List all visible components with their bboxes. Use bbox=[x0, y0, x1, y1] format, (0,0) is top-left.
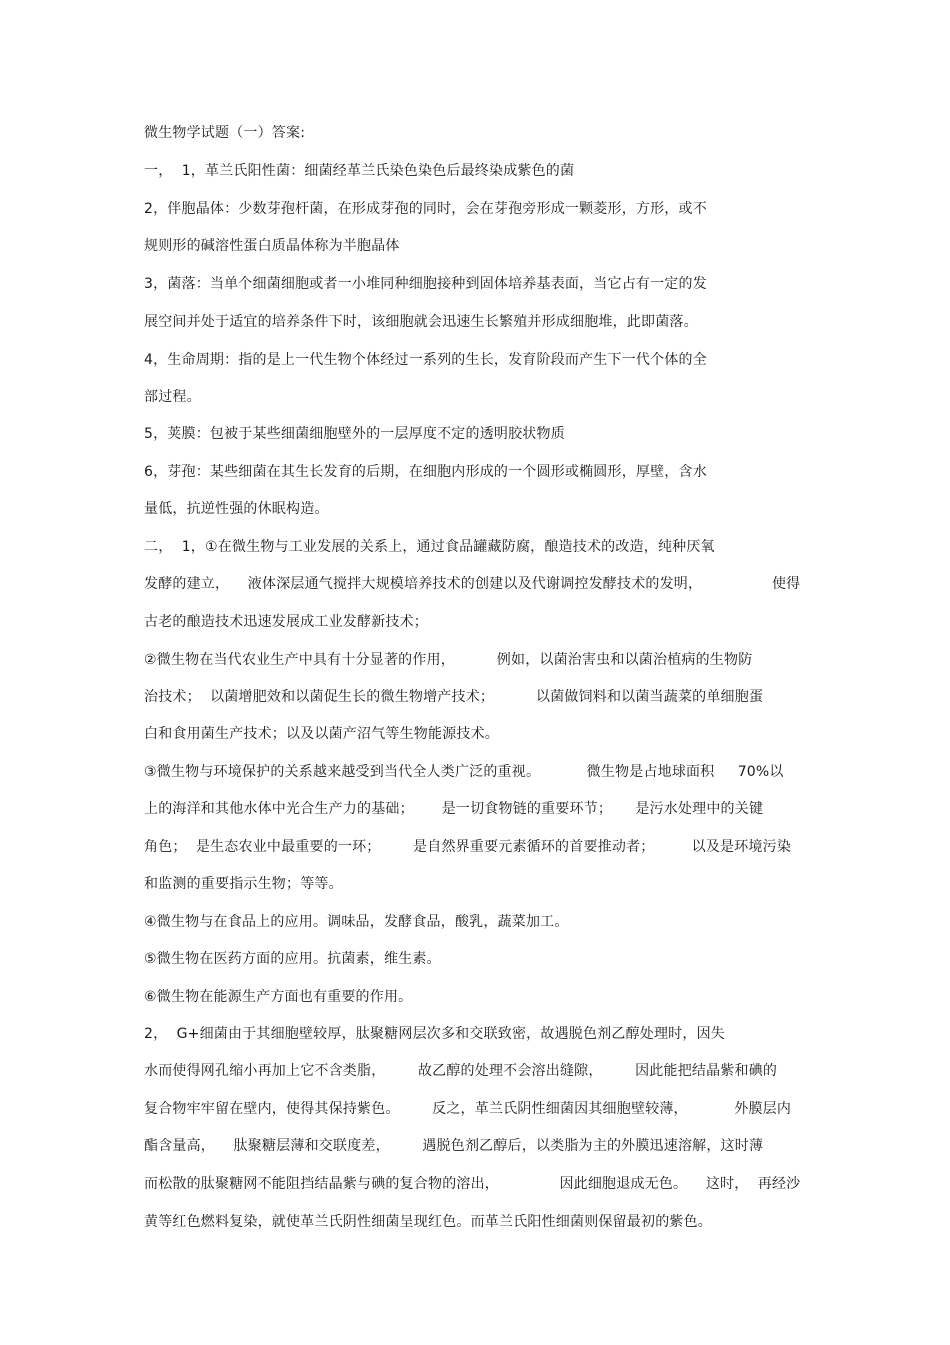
text-line: 黄等红色燃料复染，就使革兰氏阴性细菌呈现红色。而革兰氏阳性细菌则保留最初的紫色。 bbox=[144, 1214, 712, 1230]
text-line: ④微生物与在食品上的应用。调味品，发酵食品，酸乳，蔬菜加工。 bbox=[144, 914, 569, 930]
text-line: 上的海洋和其他水体中光合生产力的基础； 是一切食物链的重要环节； 是污水处理中的关键 bbox=[144, 801, 764, 817]
text-line: 发酵的建立， 液体深层通气搅拌大规模培养技术的创建以及代谢调控发酵技术的发明， 使得 bbox=[144, 576, 801, 592]
text-line: 白和食用菌生产技术；以及以菌产沼气等生物能源技术。 bbox=[144, 726, 499, 742]
text-line: 治技术； 以菌增肥效和以菌促生长的微生物增产技术； 以菌做饲料和以菌当蔬菜的单细胞蛋 bbox=[144, 689, 764, 705]
text-line: 5，荚膜：包被于某些细菌细胞壁外的一层厚度不定的透明胶状物质 bbox=[144, 426, 565, 442]
text-line: ⑤微生物在医药方面的应用。抗菌素，维生素。 bbox=[144, 951, 441, 967]
text-line: ②微生物在当代农业生产中具有十分显著的作用， 例如，以菌治害虫和以菌治植病的生物防 bbox=[144, 652, 753, 668]
text-line: ⑥微生物在能源生产方面也有重要的作用。 bbox=[144, 989, 413, 1005]
text-line: 展空间并处于适宜的培养条件下时，该细胞就会迅速生长繁殖并形成细胞堆，此即菌落。 bbox=[144, 314, 698, 330]
text-line: 2，伴胞晶体：少数芽孢杆菌，在形成芽孢的同时，会在芽孢旁形成一颗菱形，方形，或不 bbox=[144, 201, 707, 217]
text-line: 3，菌落：当单个细菌细胞或者一小堆同种细胞接种到固体培养基表面，当它占有一定的发 bbox=[144, 276, 707, 292]
text-line: 规则形的碱溶性蛋白质晶体称为半胞晶体 bbox=[144, 238, 400, 254]
text-line: 2， G+细菌由于其细胞壁较厚，肽聚糖网层次多和交联致密，故遇脱色剂乙醇处理时，因失 bbox=[144, 1026, 725, 1042]
text-line: ③微生物与环境保护的关系越来越受到当代全人类广泛的重视。 微生物是占地球面积 70%以 bbox=[144, 764, 784, 780]
text-line: 古老的酿造技术迅速发展成工业发酵新技术； bbox=[144, 614, 428, 630]
text-line: 和监测的重要指示生物；等等。 bbox=[144, 876, 343, 892]
text-line: 角色； 是生态农业中最重要的一环； 是自然界重要元素循环的首要推动者； 以及是环境污染 bbox=[144, 839, 792, 855]
text-line: 量低，抗逆性强的休眠构造。 bbox=[144, 501, 329, 517]
text-line: 一， 1，革兰氏阳性菌：细菌经革兰氏染色染色后最终染成紫色的菌 bbox=[144, 163, 575, 179]
text-line: 而松散的肽聚糖网不能阻挡结晶紫与碘的复合物的溶出， 因此细胞退成无色。 这时， 再经沙 bbox=[144, 1176, 801, 1192]
text-line: 6，芽孢：某些细菌在其生长发育的后期，在细胞内形成的一个圆形或椭圆形，厚壁，含水 bbox=[144, 464, 707, 480]
text-line: 复合物牢牢留在壁内，使得其保持紫色。 反之，革兰氏阴性细菌因其细胞壁较薄， 外膜层内 bbox=[144, 1101, 792, 1117]
text-line: 酯含量高， 肽聚糖层薄和交联度差， 遇脱色剂乙醇后，以类脂为主的外膜迅速溶解，这时薄 bbox=[144, 1138, 764, 1154]
text-line: 二， 1，①在微生物与工业发展的关系上，通过食品罐藏防腐，酿造技术的改造，纯种厌氧 bbox=[144, 539, 715, 555]
text-line: 4，生命周期：指的是上一代生物个体经过一系列的生长，发育阶段而产生下一代个体的全 bbox=[144, 352, 707, 368]
text-line: 部过程。 bbox=[144, 389, 201, 405]
answer-title: 微生物学试题（一）答案: bbox=[144, 125, 306, 141]
text-line: 水而使得网孔缩小再加上它不含类脂， 故乙醇的处理不会溶出缝隙， 因此能把结晶紫和碘的 bbox=[144, 1063, 778, 1079]
